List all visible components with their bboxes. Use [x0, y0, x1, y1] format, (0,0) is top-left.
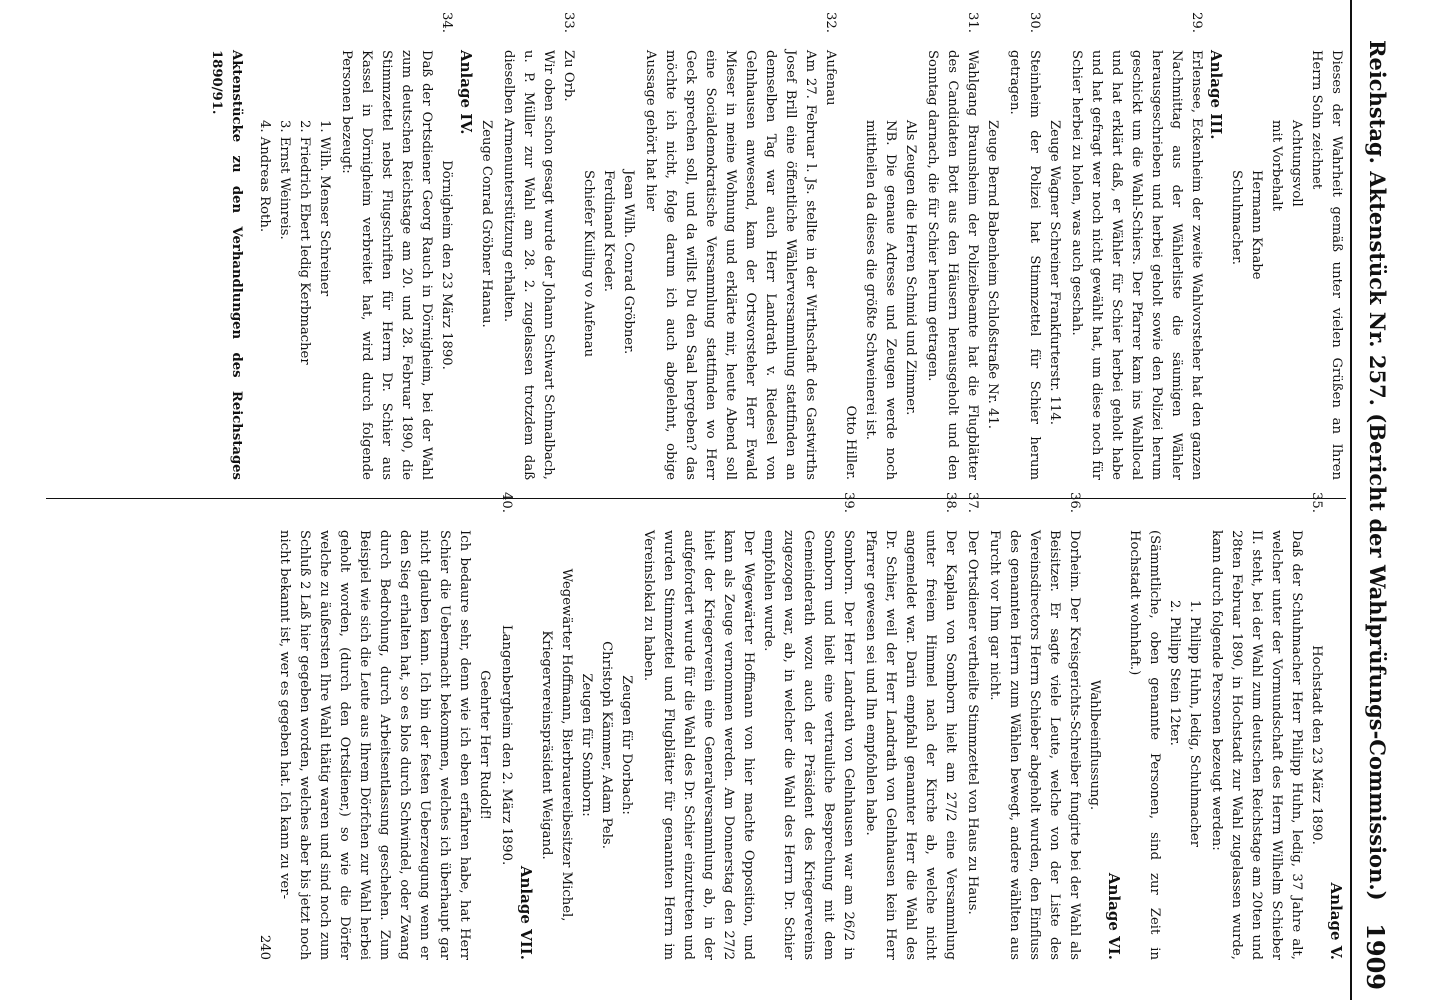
witness-line: Zeuge Wagner Schreiner Frankfurterstr. 114.: [1047, 120, 1062, 425]
signer-role: Schuhmacher.: [1229, 170, 1244, 265]
signer-name: Hermann Knabe: [1249, 170, 1264, 280]
appendix-heading: Anlage V.: [1327, 882, 1345, 960]
list-item: 30. Steinheim der Polizei hat Stimmzettel für Schier herum getragen.: [1007, 12, 1042, 480]
appendix-heading: Anlage III.: [1207, 50, 1225, 140]
letter-closing-note: mit Vorbehalt: [1269, 120, 1284, 211]
column-one: [206, 12, 1346, 480]
signer-name: Ferdinand Kreder.: [601, 170, 616, 292]
page-number: 1909: [1361, 923, 1390, 990]
witness-line: Zeuge Bernd Babenheim Schloßstraße Nr. 41.: [985, 120, 1000, 429]
header-title: Reichstag. Aktenstück Nr. 257. (Bericht der Wahlprüfungs-Commission.): [1365, 40, 1390, 901]
witness-line: Zeuge Conrad Gröbner Hanau.: [479, 120, 494, 328]
list-item: 33. Zu Orb. Wir oben schon gesagt wurde der Johann Schwart Schmalbach, u. P. Müller zur Wahl am 28. 2. zugelassen trotzdem daß dieselben Armenunterstützung erhalten.: [501, 12, 576, 480]
appendix-heading: Anlage VI.: [1105, 872, 1123, 960]
witness-heading: Zeugen für Dorbach:: [619, 675, 634, 815]
list-item: 40. Langenbergheim den 2. März 1890.: [499, 492, 514, 866]
list-item: 3. Ernst Weinreis.: [277, 120, 292, 240]
page-header: [1352, 0, 1400, 1000]
list-item: 34. Dörnigheim den 23 März 1890. Daß der Ortsdiener Georg Rauch in Dörnigheim, bei der Wahl zum deutschen Reichstage am 20. und 28. Februar 1890, die Stimmzettel nebst Flugschriften für Herrn Dr. Schier aus Kassel in Dörnigheim verbreitet hat, wird durch folgende Personen bezeugt:: [339, 12, 454, 480]
witness-line: Christoph Kämmer, Adam Pels.: [599, 641, 614, 849]
list-item: 1. Wilh. Menser Schreiner: [317, 120, 332, 297]
signer-name: Jean Wilh. Conrad Gröbner.: [621, 170, 636, 355]
letter-closing: Achtungsvoll: [1289, 120, 1304, 207]
digitization-credit-bar: [1412, 0, 1432, 1000]
letter-body: Ich bedaure sehr, denn wie ich eben erfahren habe, hat Herr Schier die Uebermacht bekommen, welches ich überhaupt gar nicht glauben kann. Ich bin der festen Ueberzeugung wenn er den Sieg erhalten hat, so es blos durch Schwindel, oder Zwang durch Bedrohung, durch Arbeitsentlassung geschehen. Zum Beispiel wie sich die Leute aus Ihrem Dörfchen zur Wahl herbei geholt worden, (durch den Ortsdiener,) so wie die Dörfer welche zu äußersten Ihre Wahl thätig waren und sind noch zum Schluß 2 Laß hier gegeben worden, welches aber bis jetzt noch nicht bekannt ist, wer es gegeben hat. Ich kann zu ver-: [277, 530, 472, 960]
list-item: 37. Der Ortsdiener vertheilte Stimmzettel von Haus zu Haus.: [965, 492, 980, 915]
letter-intro: Dieses der Wahrheit gemäß unter vielen Grüßen an Ihren Herrn Sohn zeichnet: [1309, 50, 1344, 480]
list-item: 32. Aufenau Am 27. Februar l. Js. stellte in der Wirthschaft des Gastwirths Josef Brill eine öffentliche Wählerversammlung stattfinden an demselben Tag war auch Herr Landrath v. Riedesel von Gelnhausen anwesend, kam der Ortsvorsteher Herr Ewald Mieser in meine Wohnung und erklärte mir, heute Abend soll eine Socialdemokratische Versammlung stattfinden wo Herr Geck sprechen soll, und da willst Du den Saal hergeben? das möchte ich nicht, folge darum ich auch abgelehnt, obige Aussage gehört hat hier: [643, 12, 838, 480]
witness-line: Wegewärter Hoffmann, Bierbrauereibesitzer Michel, Kriegervereinspräsident Weigand.: [539, 568, 574, 922]
appendix-heading: Anlage IV.: [457, 50, 475, 135]
list-item: 36. Dorheim. Der Kreisgerichts-Schreiber fungirte bei der Wahl als Beisitzer. Er sagte viele Leute, welche von der Liste des Vereinsdirectors Herrn Schieber abgeholt wurden, den Einfluss des genannten Herrn zum Wählen bewegt, andere wählten aus Furcht vor Ihm gar nicht.: [987, 492, 1082, 960]
signer-name: Otto Hiller.: [843, 405, 858, 480]
list-item: 31. Wahlgang Braunsheim der Polizeibeamte hat die Flugblätter des Candidaten Bott aus den Häusern herausgeholt und den Sonntag darnach, die für Schier herum getragen.: [925, 12, 980, 480]
appendix-heading: Anlage VII.: [517, 865, 535, 960]
list-item: 1. Philipp Huhn, ledig, Schuhmacher: [1187, 600, 1202, 847]
list-item: 2. Philipp Stein 12ter.: [1167, 600, 1182, 746]
signature-mark: 240: [257, 934, 272, 960]
signer-name: Schiefer Kuiling vo Aufenau: [581, 170, 596, 358]
column-two: [254, 492, 1346, 960]
column-divider: [46, 498, 1346, 499]
header-rule: [1350, 0, 1352, 1000]
page-footer: Aktenstücke zu den Verhandlungen des Reichstages 1890/91.: [209, 50, 244, 480]
note: (Sämmtliche, oben genannte Personen, sind zur Zeit in Hochstadt wohnhaft.): [1127, 530, 1162, 960]
letter-greeting: Geehrter Herr Rudolf!: [477, 670, 492, 820]
list-item: 39. Somborn. Der Herr Landrath von Gelnhausen war am 26/2 in Somborn und hielt eine vertrauliche Besprechung mit dem Gemeinderath wozu auch der Präsident des Kriegervereins zugezogen war, ab, in welcher die Wahl des Herrn Dr. Schier empfohlen wurde. Der Wegewärter Hoffmann von hier machte Opposition, und kann als Zeuge vernommen werden. Am Donnerstag den 27/2 hielt der Kriegerverein eine Generalversammlung ab, in der aufgefordert wurde für die Wahl des Dr. Schier einzutreten und wurden Stimmzettel und Flugblätter für genannten Herrn im Vereinslokal zu haben.: [641, 492, 856, 960]
section-title: Wahlbeeinflussung.: [1087, 679, 1102, 811]
list-item: 38. Der Kaplan von Somborn hielt am 27/2 eine Versammlung unter freiem Himmel nach der Kirche ab, welche nicht angemeldet war. Darin empfahl genannter Herr die Wahl des Dr. Schier, weil der Herr Landrath von Gelnhausen kein Herr Pfarrer gewesen sei und Ihn empfohlen habe.: [863, 492, 958, 960]
witness-line: Als Zeugen die Herren Schmid und Zimmer.: [903, 120, 918, 416]
list-item: 4. Andreas Roth.: [257, 120, 272, 233]
list-item: 35. Hochstadt den 23 März 1890. Daß der Schuhmacher Herr Philipp Huhn, ledig, 37 Jahre alt, welcher unter der Vormundschaft des Herrn Wilhelm Schieber II. steht, bei der Wahl zum deutschen Reichstage am 20ten und 28ten Februar 1890, in Hochstadt zur Wahl zugelassen wurde, kann durch folgende Personen bezeugt werden:: [1209, 492, 1324, 960]
list-item: 29. Erlensee, Eckenheim der zweite Wahlvorsteher hat den ganzen Nachmittag aus der Wählerliste die säumigen Wähler herausgeschrieben und herbei geholt sowie den Polizei herum geschickt um die Wahl-Schiers. Der Pfarrer kam ins Wahllocal und hat erklärt daß, er Wähler für Schier herbei geholt habe und hat gefragt wer noch nicht gewählt hat, um diese noch für Schier herbei zu holen, was auch geschah.: [1069, 12, 1204, 480]
list-item: 2. Friedrich Ebert ledig Kerbmacher: [297, 120, 312, 365]
nota-bene: NB. Die genaue Adresse und Zeugen werde noch mittheilen da dieses die größte Schweinerei ist.: [863, 120, 898, 480]
witness-heading: Zeugen für Somborn:: [579, 673, 594, 817]
